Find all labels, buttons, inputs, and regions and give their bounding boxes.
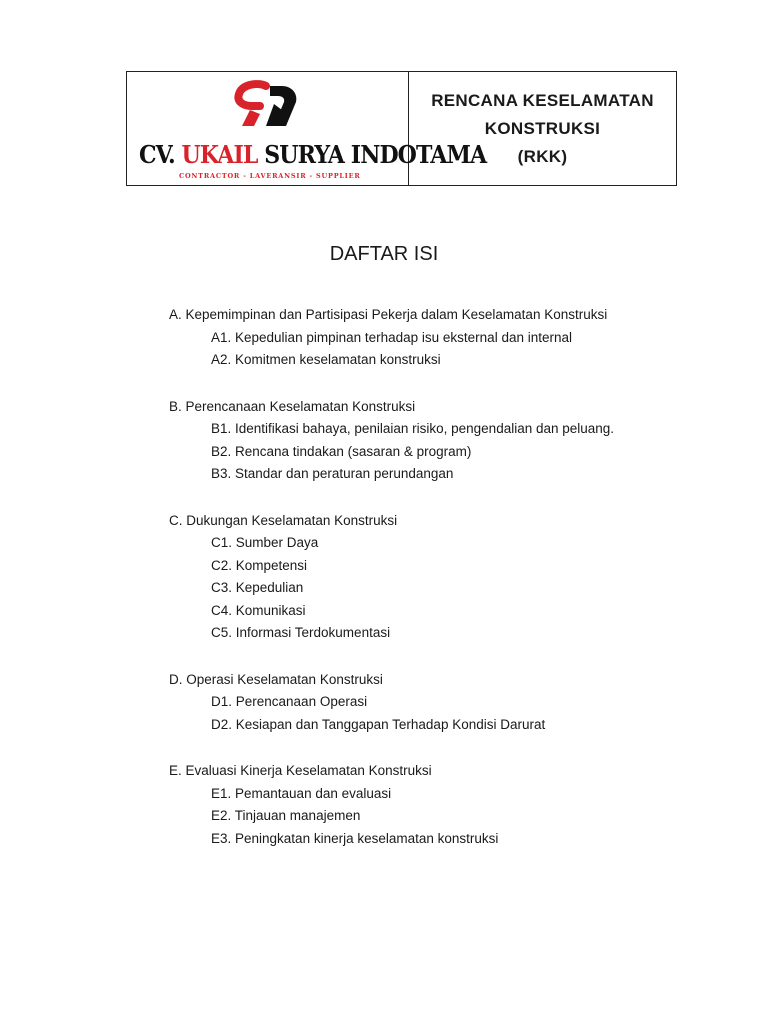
toc-item: E1. Pemantauan dan evaluasi — [211, 785, 392, 801]
toc-item: B1. Identifikasi bahaya, penilaian risiko, pengendalian dan peluang. — [211, 421, 615, 436]
toc-section-a — [169, 304, 729, 372]
company-highlight: UKAIL — [181, 140, 258, 169]
table-of-contents — [169, 304, 729, 874]
toc-item: B2. Rencana tindakan (sasaran & program) — [211, 443, 472, 459]
document-header — [126, 71, 677, 186]
company-logo-mark — [230, 80, 304, 130]
toc-item: C3. Kepedulian — [211, 580, 304, 595]
company-tagline: CONTRACTOR - LAVERANSIR - SUPPLIER — [179, 172, 361, 180]
toc-item: E3. Peningkatan kinerja keselamatan konstruksi — [211, 830, 499, 846]
section-heading: B. Perencanaan Keselamatan Konstruksi — [169, 398, 416, 414]
company-name-rest: SURYA INDOTAMA — [264, 140, 487, 169]
toc-section-b — [169, 396, 729, 486]
toc-section-c — [169, 510, 729, 645]
toc-section-e — [169, 760, 729, 850]
toc-item: C1. Sumber Daya — [211, 535, 319, 550]
company-logo — [127, 72, 487, 185]
toc-item: C4. Komunikasi — [211, 602, 306, 618]
company-name — [139, 140, 486, 169]
toc-item: E2. Tinjauan manajemen — [211, 808, 361, 823]
toc-item: C2. Kompetensi — [211, 557, 308, 573]
toc-item: C5. Informasi Terdokumentasi — [211, 625, 391, 640]
toc-item: A1. Kepedulian pimpinan terhadap isu eksternal dan internal — [211, 329, 572, 345]
title-line-1: RENCANA KESELAMATAN — [431, 90, 654, 110]
section-heading: E. Evaluasi Kinerja Keselamatan Konstruksi — [169, 763, 432, 778]
toc-section-d — [169, 669, 729, 737]
toc-item: A2. Komitmen keselamatan konstruksi — [211, 352, 441, 367]
title-line-3: (RKK) — [517, 146, 568, 166]
toc-title: DAFTAR ISI — [329, 243, 439, 265]
toc-item: D2. Kesiapan dan Tanggapan Terhadap Kondisi Darurat — [211, 716, 546, 732]
section-heading: D. Operasi Keselamatan Konstruksi — [169, 671, 383, 687]
company-prefix: CV. — [139, 140, 175, 169]
title-line-2: KONSTRUKSI — [484, 118, 601, 138]
section-heading: C. Dukungan Keselamatan Konstruksi — [169, 512, 398, 528]
toc-item: B3. Standar dan peraturan perundangan — [211, 466, 454, 481]
toc-item: D1. Perencanaan Operasi — [211, 694, 368, 709]
section-heading: A. Kepemimpinan dan Partisipasi Pekerja dalam Keselamatan Konstruksi — [169, 307, 608, 322]
